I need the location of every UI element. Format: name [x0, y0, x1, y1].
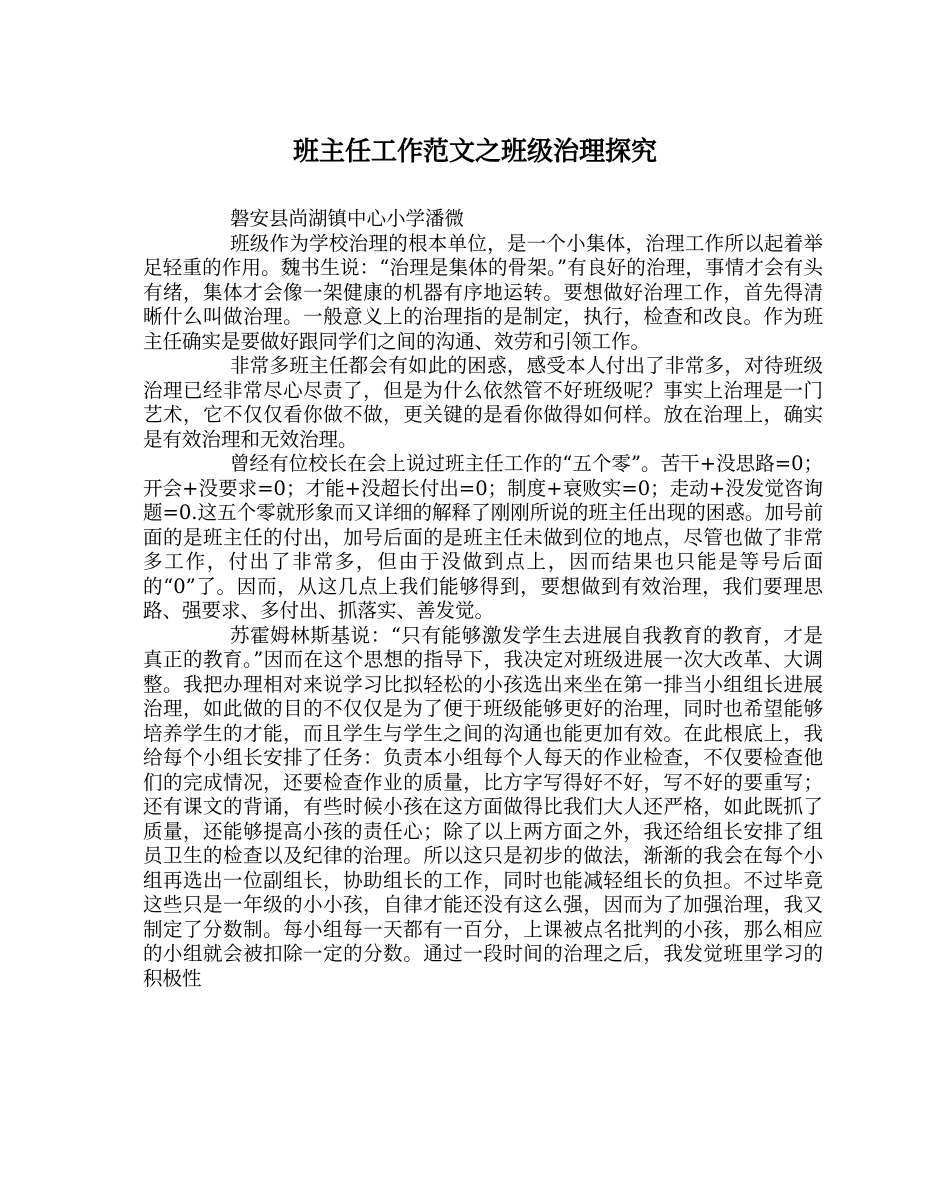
- paragraph-1: 班级作为学校治理的根本单位，是一个小集体，治理工作所以起着举足轻重的作用。魏书生说：“治理是集体的骨架。”有良好的治理，事情才会有头有绪，集体才会像一架健康的机器有序地运转。要想做好治理工作，首先得清晰什么叫做治理。一般意义上的治理指的是制定，执行，检查和改良。作为班主任确实是要做好跟同学们之间的沟通、效劳和引领工作。: [143, 231, 823, 353]
- document-title: 班主任工作范文之班级治理探究: [292, 137, 657, 167]
- author-line: 磐安县尚湖镇中心小学潘微: [230, 207, 465, 230]
- document-body: [143, 207, 823, 991]
- paragraph-2: 非常多班主任都会有如此的困惑，感受本人付出了非常多，对待班级治理已经非常尽心尽责了，但是为什么依然管不好班级呢？事实上治理是一门艺术，它不仅仅看你做不做，更关键的是看你做得如何样。放在治理上，确实是有效治理和无效治理。: [143, 354, 823, 451]
- paragraph-4: 苏霍姆林斯基说：“只有能够激发学生去进展自我教育的教育，才是真正的教育。”因而在这个思想的指导下，我决定对班级进展一次大改革、大调整。我把办理相对来说学习比拟轻松的小孩选出来坐在第一排当小组组长进展治理，如此做的目的不仅仅是为了便于班级能够更好的治理，同时也希望能够培养学生的才能，而且学生与学生之间的沟通也能更加有效。在此根底上，我给每个小组长安排了任务：负责本小组每个人每天的作业检查，不仅要检查他们的完成情况，还要检查作业的质量，比方字写得好不好，写不好的要重写；还有课文的背诵，有些时候小孩在这方面做得比我们大人还严格，如此既抓了质量，还能够提高小孩的责任心；除了以上两方面之外，我还给组长安排了组员卫生的检查以及纪律的治理。所以这只是初步的做法，渐渐的我会在每个小组再选出一位副组长，协助组长的工作，同时也能减轻组长的负担。不过毕竟这些只是一年级的小小孩，自律才能还没有这么强，因而为了加强治理，我又制定了分数制。每小组每一天都有一百分，上课被点名批判的小孩，那么相应的小组就会被扣除一定的分数。通过一段时间的治理之后，我发觉班里学习的积极性: [143, 623, 823, 990]
- paragraph-3: 曾经有位校长在会上说过班主任工作的“五个零”。苦干+没思路=0；开会+没要求=0；才能+没超长付出=0；制度+衰败实=0；走动+没发觉咨询题=0.这五个零就形象而又详细的解释了刚刚所说的班主任出现的困惑。加号前面的是班主任的付出，加号后面的是班主任未做到位的地点，尽管也做了非常多工作，付出了非常多，但由于没做到点上，因而结果也只能是等号后面的“0”了。因而，从这几点上我们能够得到，要想做到有效治理，我们要理思路、强要求、多付出、抓落实、善发觉。: [143, 452, 823, 622]
